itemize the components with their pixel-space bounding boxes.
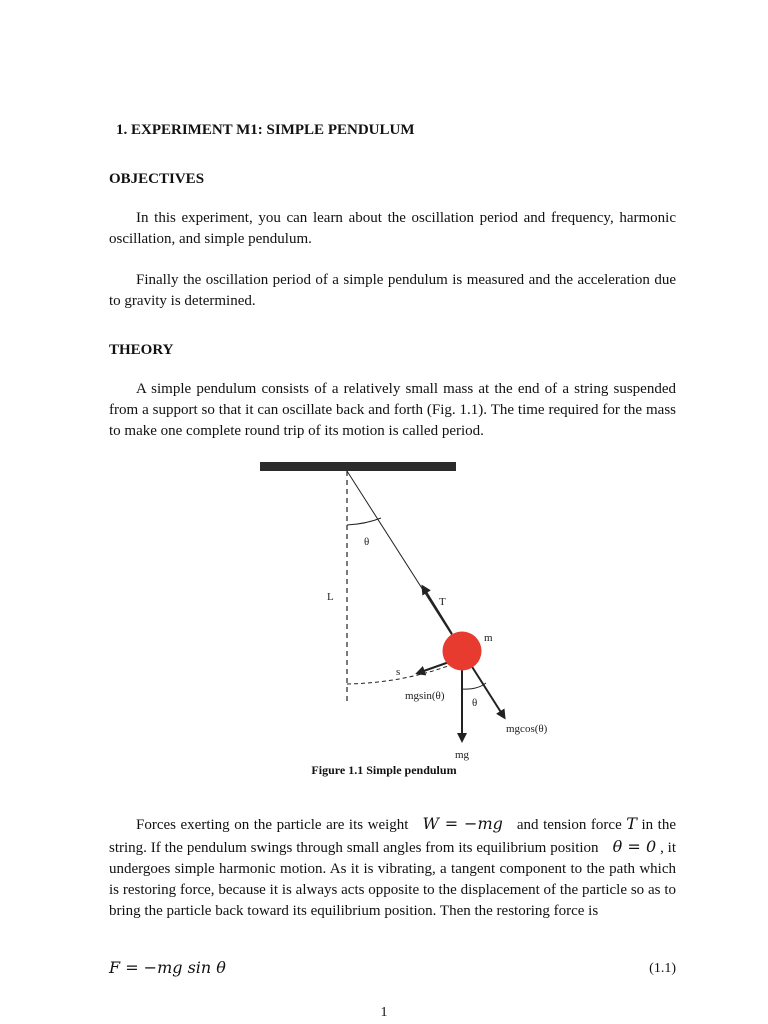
label-tension: T (439, 596, 446, 608)
objectives-paragraph-2: Finally the oscillation period of a simple pendulum is measured and the acceleration due to gravity is determined. (109, 272, 676, 309)
forces-text-b: and tension force (516, 817, 622, 833)
angle-arc-top (347, 518, 381, 525)
section-title: 1. EXPERIMENT M1: SIMPLE PENDULUM (116, 122, 415, 138)
ceiling-support (260, 462, 456, 471)
objectives-heading: OBJECTIVES (109, 171, 205, 187)
equation-1-1: F = −mg sin θ (109, 958, 226, 977)
equation-number: (1.1) (649, 961, 676, 976)
objectives-paragraph-1: In this experiment, you can learn about the oscillation period and frequency, harmonic oscillation, and simple pendulum. (109, 210, 676, 247)
theory-paragraph-1: A simple pendulum consists of a relatively small mass at the end of a string suspended from a support so that it can oscillate back and forth (Fig. 1.1). The time required for the mass to make one complete round trip of its motion is called period. (109, 381, 676, 439)
figure-caption: Figure 1.1 Simple pendulum (311, 763, 457, 777)
label-mgsin: mgsin(θ) (405, 690, 445, 702)
label-arc-length: s (396, 666, 401, 678)
page-number: 1 (380, 1005, 388, 1020)
label-length: L (327, 591, 334, 603)
theory-heading: THEORY (109, 342, 174, 358)
label-theta-top: θ (364, 536, 370, 548)
label-mass: m (484, 632, 493, 644)
forces-paragraph (109, 813, 676, 922)
forces-text-a: Forces exerting on the particle are its weight (136, 817, 409, 833)
equilibrium-equation: θ = 0 (612, 837, 657, 856)
forces-text-c: in the string. If the pendulum swings through small angles from its equilibrium position (109, 817, 676, 856)
weight-equation: W = −mg (422, 814, 503, 833)
label-mgcos: mgcos(θ) (506, 723, 548, 735)
forces-text-d: , it undergoes simple harmonic motion. As it is vibrating, a tangent component to the path which is restoring force, because it is always acts opposite to the displacement of the particle so as to bring the particle back toward its equilibrium position. Then the restoring force is (109, 840, 677, 919)
tension-symbol: T (626, 814, 637, 833)
label-theta-bottom: θ (472, 697, 478, 709)
pendulum-mass (443, 632, 482, 671)
label-mg: mg (455, 749, 470, 761)
tension-arrow (423, 587, 452, 634)
